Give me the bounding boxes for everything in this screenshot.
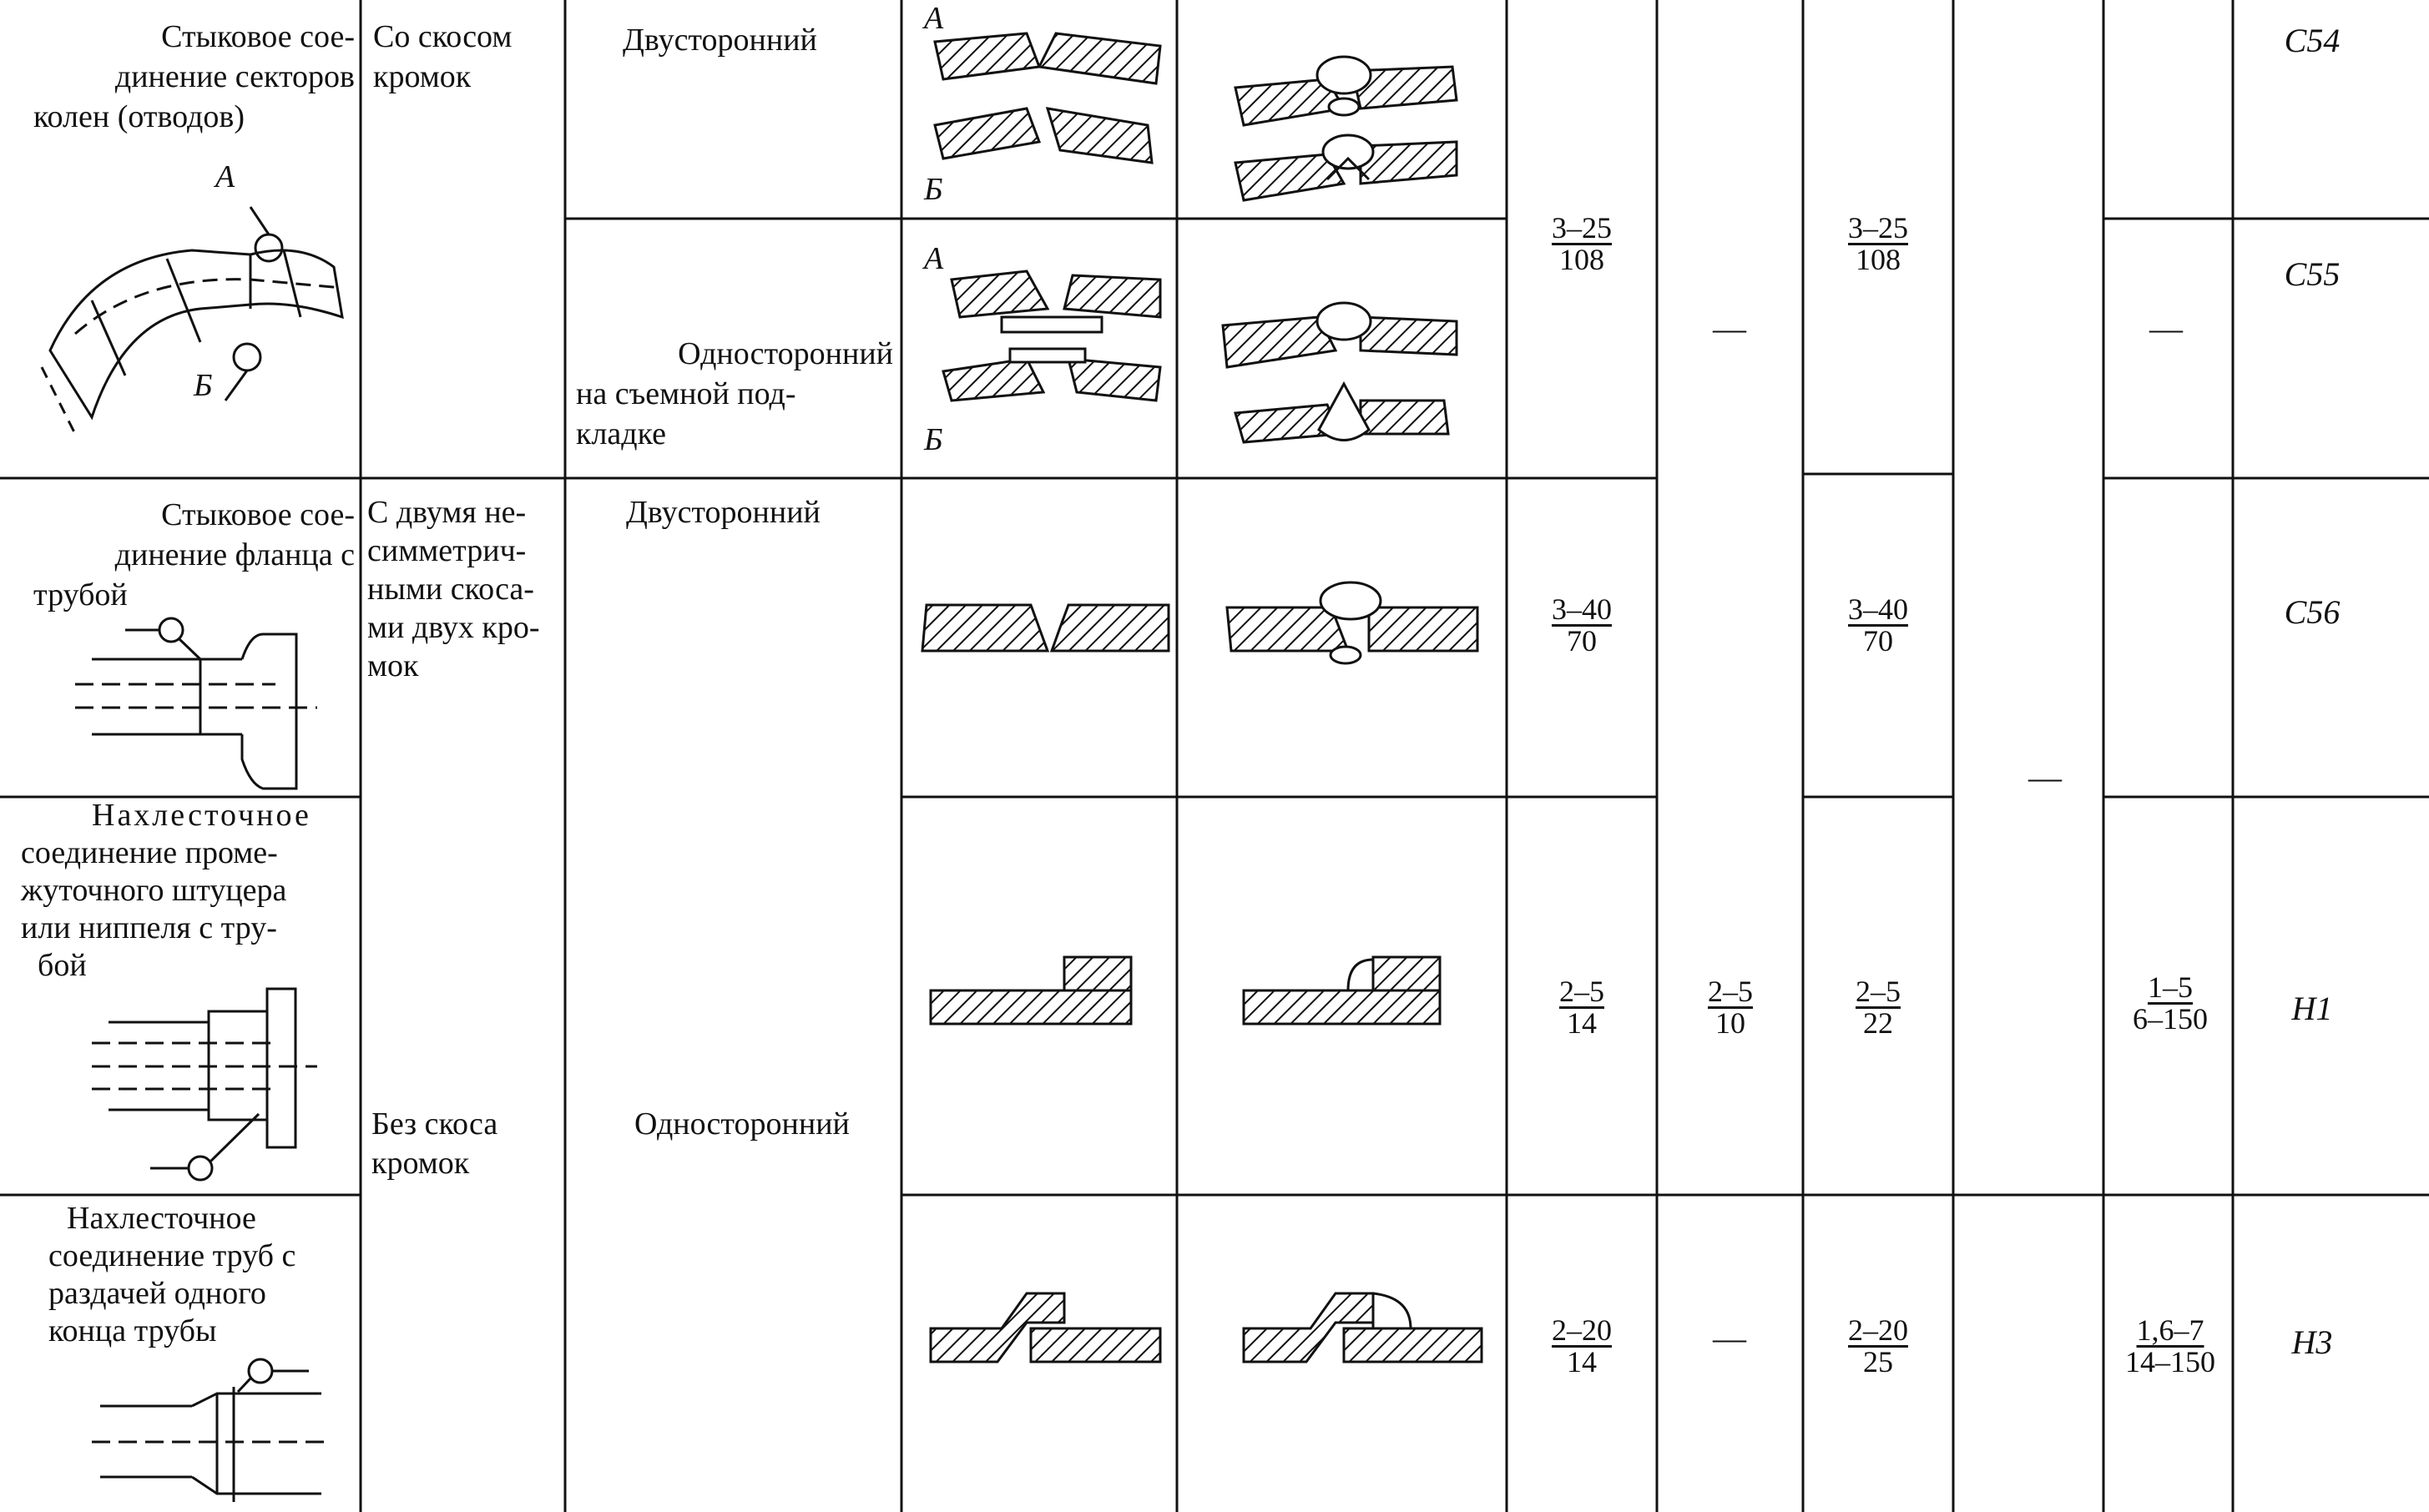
- expanded-pipe-sketch: [92, 1359, 326, 1502]
- row1-joint-line3: колен (отводов): [33, 99, 245, 134]
- row2-seam-line2: на съемной под-: [576, 376, 796, 411]
- row4-c2-fraction: $\frac{2-5}{10}$: [1708, 975, 1753, 1040]
- expanded-prep: [931, 1293, 1160, 1362]
- row5-joint-line4: конца трубы: [48, 1313, 217, 1348]
- row3-joint-line3: трубой: [33, 577, 128, 612]
- row1-joint-line1: Стыковое сое-: [161, 19, 355, 54]
- row3-c1-fraction: $\frac{3-40}{70}$: [1552, 592, 1612, 658]
- code-h3: Н3: [2291, 1323, 2333, 1361]
- row5-joint-line3: раздачей одного: [48, 1276, 266, 1311]
- row3-bevel-line2: симметрич-: [367, 533, 527, 568]
- row4-joint-line1: Нахлесточное: [92, 798, 311, 833]
- horizontal-grid-lines: [0, 219, 2429, 1195]
- code-c56: С56: [2284, 593, 2341, 631]
- mark-a-sketch: А: [215, 159, 235, 194]
- bevel-double-sided-weld: [1235, 57, 1457, 200]
- row3-joint-line1: Стыковое сое-: [161, 497, 355, 532]
- code-c54: С54: [2284, 22, 2341, 59]
- lap-weld: [1244, 957, 1440, 1024]
- bevel-backing-weld: [1223, 303, 1457, 442]
- row4-bevel-line2: кромок: [371, 1146, 470, 1181]
- bevel-double-sided-prep: [935, 33, 1160, 163]
- elbow-sketch: [42, 207, 342, 434]
- code-h1: Н1: [2291, 990, 2333, 1027]
- row4-joint-line3: жуточного штуцера: [21, 873, 287, 908]
- row5-c2-dash: —: [1713, 1319, 1746, 1357]
- row5-c1-fraction: $\frac{2-20}{14}$: [1552, 1313, 1612, 1378]
- row3-bevel-line4: ми двух кро-: [367, 610, 540, 645]
- row4-c3-fraction: $\frac{2-5}{22}$: [1856, 975, 1901, 1040]
- flange-sketch: [75, 618, 317, 789]
- row1-c3-fraction: $\frac{3-25}{108}$: [1848, 211, 1908, 276]
- mark-a-top: А: [924, 1, 944, 36]
- row1-joint-line2: динение секторов: [114, 59, 355, 94]
- row5-joint-line2: соединение труб с: [48, 1238, 296, 1273]
- asymmetric-bevel-prep: [922, 605, 1169, 651]
- row5-c5-fraction: $\frac{1,6-7}{14-150}$: [2125, 1313, 2215, 1378]
- vertical-grid-lines: [361, 0, 2233, 1512]
- row4-c5-fraction: $\frac{1-5}{6-150}$: [2133, 970, 2208, 1036]
- row3-c4-dash: —: [2028, 759, 2062, 796]
- mark-a-mid: А: [924, 241, 944, 276]
- asymmetric-bevel-weld: [1227, 582, 1477, 663]
- row5-c3-fraction: $\frac{2-20}{25}$: [1848, 1313, 1908, 1378]
- row4-joint-line2: соединение проме-: [21, 835, 278, 870]
- mark-b-top: Б: [924, 172, 943, 207]
- row2-seam-line3: кладке: [576, 416, 667, 451]
- nipple-sketch: [92, 989, 317, 1180]
- mark-b-sketch: Б: [194, 368, 213, 403]
- row4-c1-fraction: $\frac{2-5}{14}$: [1559, 975, 1604, 1040]
- mark-b-mid: Б: [924, 422, 943, 457]
- row2-seam-line1: Односторонний: [678, 336, 893, 371]
- row1-seam: Двусторонний: [623, 23, 817, 58]
- row1-bevel-line2: кромок: [373, 59, 472, 94]
- row3-c3-fraction: $\frac{3-40}{70}$: [1848, 592, 1908, 658]
- row1-c5-dash: —: [2149, 310, 2183, 347]
- row3-joint-line2: динение фланца с: [114, 537, 355, 572]
- row3-bevel-line5: мок: [367, 648, 419, 683]
- lap-prep: [931, 957, 1131, 1024]
- row1-c1-fraction: $\frac{3-25}{108}$: [1552, 211, 1612, 276]
- row3-seam: Двусторонний: [626, 495, 821, 530]
- row3-bevel-line1: С двумя не-: [367, 495, 527, 530]
- row4-seam: Односторонний: [634, 1106, 850, 1142]
- bevel-backing-prep: [943, 271, 1160, 401]
- row4-joint-line4: или ниппеля с тру-: [21, 910, 277, 945]
- row5-joint-line1: Нахлесточное: [67, 1201, 256, 1236]
- expanded-weld: [1244, 1293, 1482, 1362]
- row1-c2-dash: —: [1713, 310, 1746, 347]
- row1-bevel-line1: Со скосом: [373, 19, 513, 54]
- code-c55: С55: [2284, 255, 2341, 293]
- row4-joint-line5: бой: [38, 948, 87, 983]
- row4-bevel-line1: Без скоса: [371, 1106, 498, 1142]
- row3-bevel-line3: ными скоса-: [367, 572, 534, 607]
